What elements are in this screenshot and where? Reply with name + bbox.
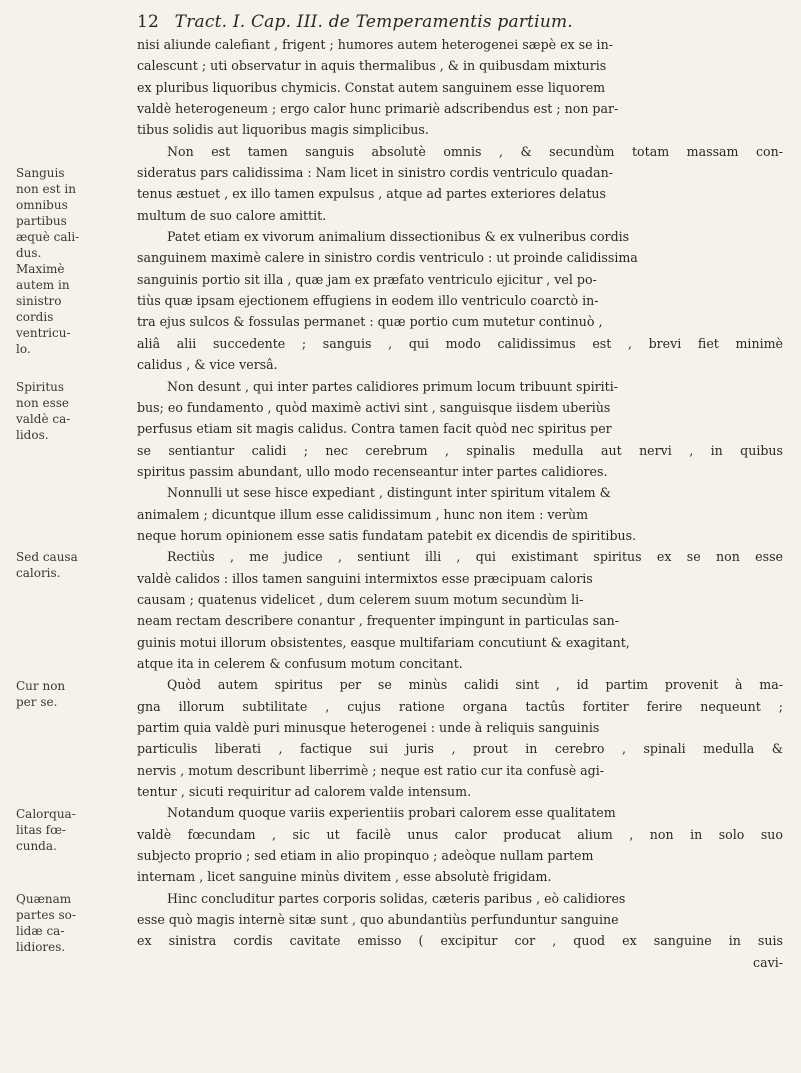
margin-note: Sed causa caloris.	[16, 550, 78, 581]
text-line: particulis liberati , factique sui juris , prout in cerebro , spinali medulla &	[137, 741, 783, 757]
text-line: perfusus etiam sit magis calidus. Contra tamen facit quòd nec spiritus per	[137, 421, 612, 437]
page-number: 12	[137, 12, 160, 32]
text-line: guinis motui illorum obsistentes, easque multifariam concutiunt & exagitant,	[137, 634, 630, 650]
text-line: animalem ; dicuntque illum esse calidissimum , hunc non item : verùm	[137, 506, 589, 522]
main-text-block	[137, 34, 783, 973]
running-title: Tract. I. Cap. III. de Temperamentis partium.	[174, 12, 573, 32]
text-line: sanguinem maximè calere in sinistro cordis ventriculo : ut proinde calidissima	[137, 250, 638, 266]
text-line: spiritus passim abundant, ullo modo recenseantur inter partes calidiores.	[137, 463, 608, 479]
text-line: Hinc concluditur partes corporis solidas, cæteris paribus , eò calidiores	[167, 890, 626, 906]
text-line: valdè calidos : illos tamen sanguini intermixtos esse præcipuam caloris	[137, 570, 593, 586]
text-line: internam , licet sanguine minùs divitem , esse absolutè frigidam.	[137, 869, 552, 885]
text-line: multum de suo calore amittit.	[137, 207, 327, 223]
text-line: valdè heterogeneum ; ergo calor hunc primariè adscribendus est ; non par-	[137, 101, 619, 117]
text-line: gna illorum subtilitate , cujus ratione organa tactûs fortiter ferire nequeunt ;	[137, 698, 783, 714]
text-line: partim quia valdè puri minusque heterogenei : unde à reliquis sanguinis	[137, 720, 600, 735]
text-line: neque horum opinionem esse satis fundatam patebit ex dicendis de spiritibus.	[137, 527, 637, 543]
text-line: Notandum quoque variis experientiis probari calorem esse qualitatem	[167, 805, 616, 821]
text-line: atque ita in celerem & confusum motum concitant.	[137, 655, 463, 671]
margin-note: Quænam partes so- lidæ ca- lidiores.	[16, 892, 76, 954]
text-line: aliâ alii succedente ; sanguis , qui modo calidissimus est , brevi fiet minimè	[137, 335, 783, 351]
text-line: Non est tamen sanguis absolutè omnis , & secundùm totam massam con-	[167, 143, 783, 159]
text-line: se sentiantur calidi ; nec cerebrum , spinalis medulla aut nervi , in quibus	[137, 442, 783, 458]
margin-note: Spiritus non esse valdè ca- lidos.	[16, 379, 71, 442]
text-line: subjecto proprio ; sed etiam in alio propinquo ; adeòque nullam partem	[137, 848, 594, 864]
text-line: nisi aliunde calefiant , frigent ; humores autem heterogenei sæpè ex se in-	[137, 37, 613, 52]
margin-note: Cur non per se.	[16, 678, 66, 709]
text-line: calidus , & vice versâ.	[137, 357, 278, 373]
text-line: causam ; quatenus videlicet , dum celerem suum motum secundùm li-	[137, 591, 584, 607]
text-line: tibus solidis aut liquoribus magis simplicibus.	[137, 122, 429, 138]
margin-note: Sanguis non est in omnibus partibus æquè cali- dus. Maximè autem in sinistro cordis ventricu- lo.	[16, 166, 80, 357]
text-line: neam rectam describere conantur , frequenter impingunt in particulas san-	[137, 613, 619, 629]
text-line: cavi-	[753, 954, 783, 970]
running-header	[137, 12, 777, 32]
text-line: ex sinistra cordis cavitate emisso ( excipitur cor , quod ex sanguine in suis	[137, 933, 783, 949]
text-line: Nonnulli ut sese hisce expediant , distingunt inter spiritum vitalem &	[167, 485, 611, 501]
text-line: Quòd autem spiritus per se minùs calidi sint , id partim provenit à ma-	[167, 677, 783, 693]
text-line: tra ejus sulcos & fossulas permanet : quæ portio cum mutetur continuò ,	[137, 314, 603, 330]
text-line: Patet etiam ex vivorum animalium dissectionibus & ex vulneribus cordis	[167, 229, 630, 245]
margin-note: Calorqua- litas fœ- cunda.	[16, 806, 76, 853]
text-line: ex pluribus liquoribus chymicis. Constat autem sanguinem esse liquorem	[137, 79, 606, 95]
text-line: calescunt ; uti observatur in aquis thermalibus , & in quibusdam mixturis	[137, 58, 607, 74]
text-line: Non desunt , qui inter partes calidiores primum locum tribuunt spiriti-	[167, 378, 619, 394]
text-line: bus; eo fundamento , quòd maximè activi sint , sanguisque iisdem uberiùs	[137, 399, 611, 415]
text-line: Rectiùs , me judice , sentiunt illi , qui existimant spiritus ex se non esse	[167, 549, 783, 565]
text-line: tiùs quæ ipsam ejectionem effugiens in eodem illo ventriculo coarctò in-	[137, 293, 599, 309]
text-line: tenus æstuet , ex illo tamen expulsus , atque ad partes exteriores delatus	[137, 186, 606, 202]
text-line: esse quò magis internè sitæ sunt , quo abundantiùs perfunduntur sanguine	[137, 912, 619, 928]
text-line: tentur , sicuti requiritur ad calorem valde intensum.	[137, 784, 472, 800]
text-line: sanguinis portio sit illa , quæ jam ex præfato ventriculo ejicitur , vel po-	[137, 271, 597, 287]
text-line: valdè fœcundam , sic ut facilè unus calor producat alium , non in solo suo	[137, 826, 783, 842]
text-line: nervis , motum describunt liberrimè ; neque est ratio cur ita confusè agi-	[137, 762, 605, 778]
text-line: sideratus pars calidissima : Nam licet in sinistro cordis ventriculo quadan-	[137, 165, 613, 181]
